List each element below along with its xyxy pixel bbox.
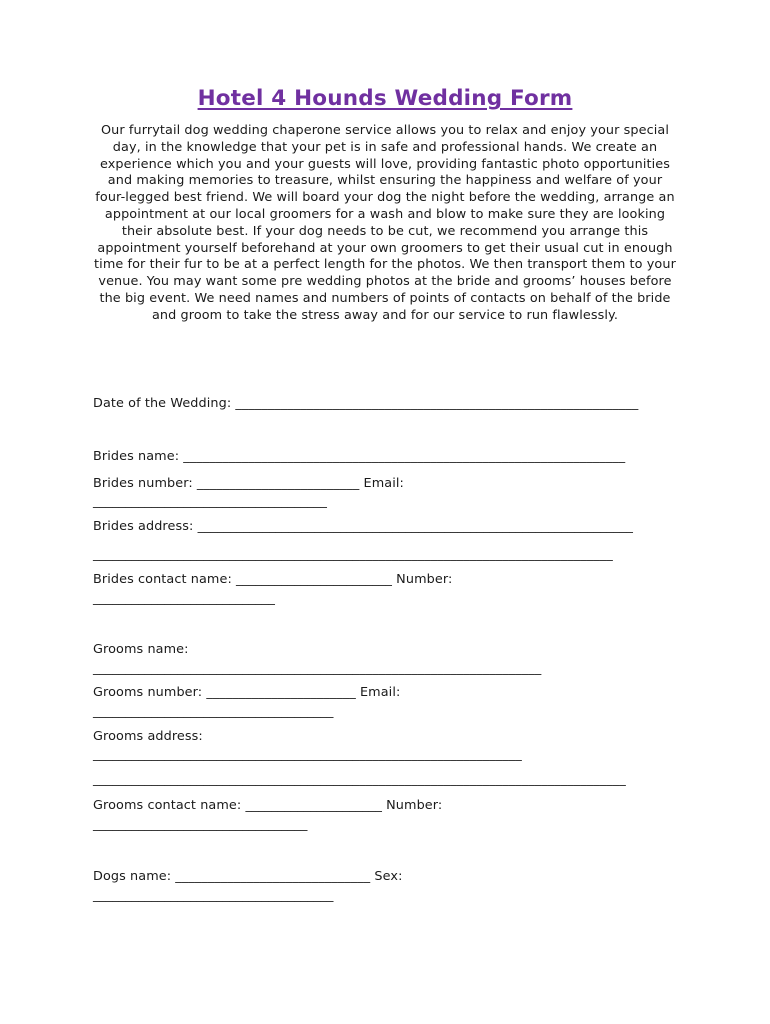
- brides-number-field[interactable]: Brides number: _________________________ Email:: [93, 476, 404, 491]
- brides-email-line[interactable]: ____________________________________: [93, 494, 327, 509]
- brides-address-field[interactable]: Brides address: ___________________________________________________________________: [93, 519, 633, 534]
- grooms-address-line-1[interactable]: __________________________________________________________________: [93, 747, 522, 762]
- grooms-name-line[interactable]: _____________________________________________________________________: [93, 661, 542, 676]
- brides-contact-number-line[interactable]: ____________________________: [93, 591, 275, 606]
- grooms-address-line-2[interactable]: __________________________________________________________________________________: [93, 772, 626, 787]
- grooms-email-line[interactable]: _____________________________________: [93, 704, 334, 719]
- grooms-number-field[interactable]: Grooms number: _______________________ Email:: [93, 685, 401, 700]
- grooms-contact-number-line[interactable]: _________________________________: [93, 817, 308, 832]
- wedding-date-field[interactable]: Date of the Wedding: ______________________________________________________________: [93, 396, 639, 411]
- grooms-name-label: Grooms name:: [93, 642, 189, 657]
- intro-paragraph: Our furrytail dog wedding chaperone service allows you to relax and enjoy your special day, in the knowledge that your pet is in safe and professional hands. We create an experience which you and your guests will love, providing fantastic photo opportunities and making memories to treasure, whilst ensuring the happiness and welfare of your four-legged best friend. We will board your dog the night before the wedding, arrange an appointment at our local groomers for a wash and blow to make sure they are looking their absolute best. If your dog needs to be cut, we recommend you arrange this appointment yourself beforehand at your own groomers to get their usual cut in enough time for their fur to be at a perfect length for the photos. We then transport them to your venue. You may want some pre wedding photos at the bride and grooms’ houses before the big event. We need names and numbers of points of contacts on behalf of the bride and groom to take the stress away and for our service to run flawlessly.: [94, 123, 676, 323]
- grooms-contact-field[interactable]: Grooms contact name: _____________________ Number:: [93, 798, 443, 813]
- grooms-address-label: Grooms address:: [93, 729, 203, 744]
- brides-contact-field[interactable]: Brides contact name: ________________________ Number:: [93, 572, 453, 587]
- dogs-sex-line[interactable]: _____________________________________: [93, 888, 334, 903]
- dogs-name-field[interactable]: Dogs name: ______________________________ Sex:: [93, 869, 403, 884]
- form-title: Hotel 4 Hounds Wedding Form: [197, 86, 573, 111]
- brides-name-field[interactable]: Brides name: ____________________________________________________________________: [93, 449, 626, 464]
- brides-address-line-2[interactable]: ________________________________________________________________________________: [93, 547, 613, 562]
